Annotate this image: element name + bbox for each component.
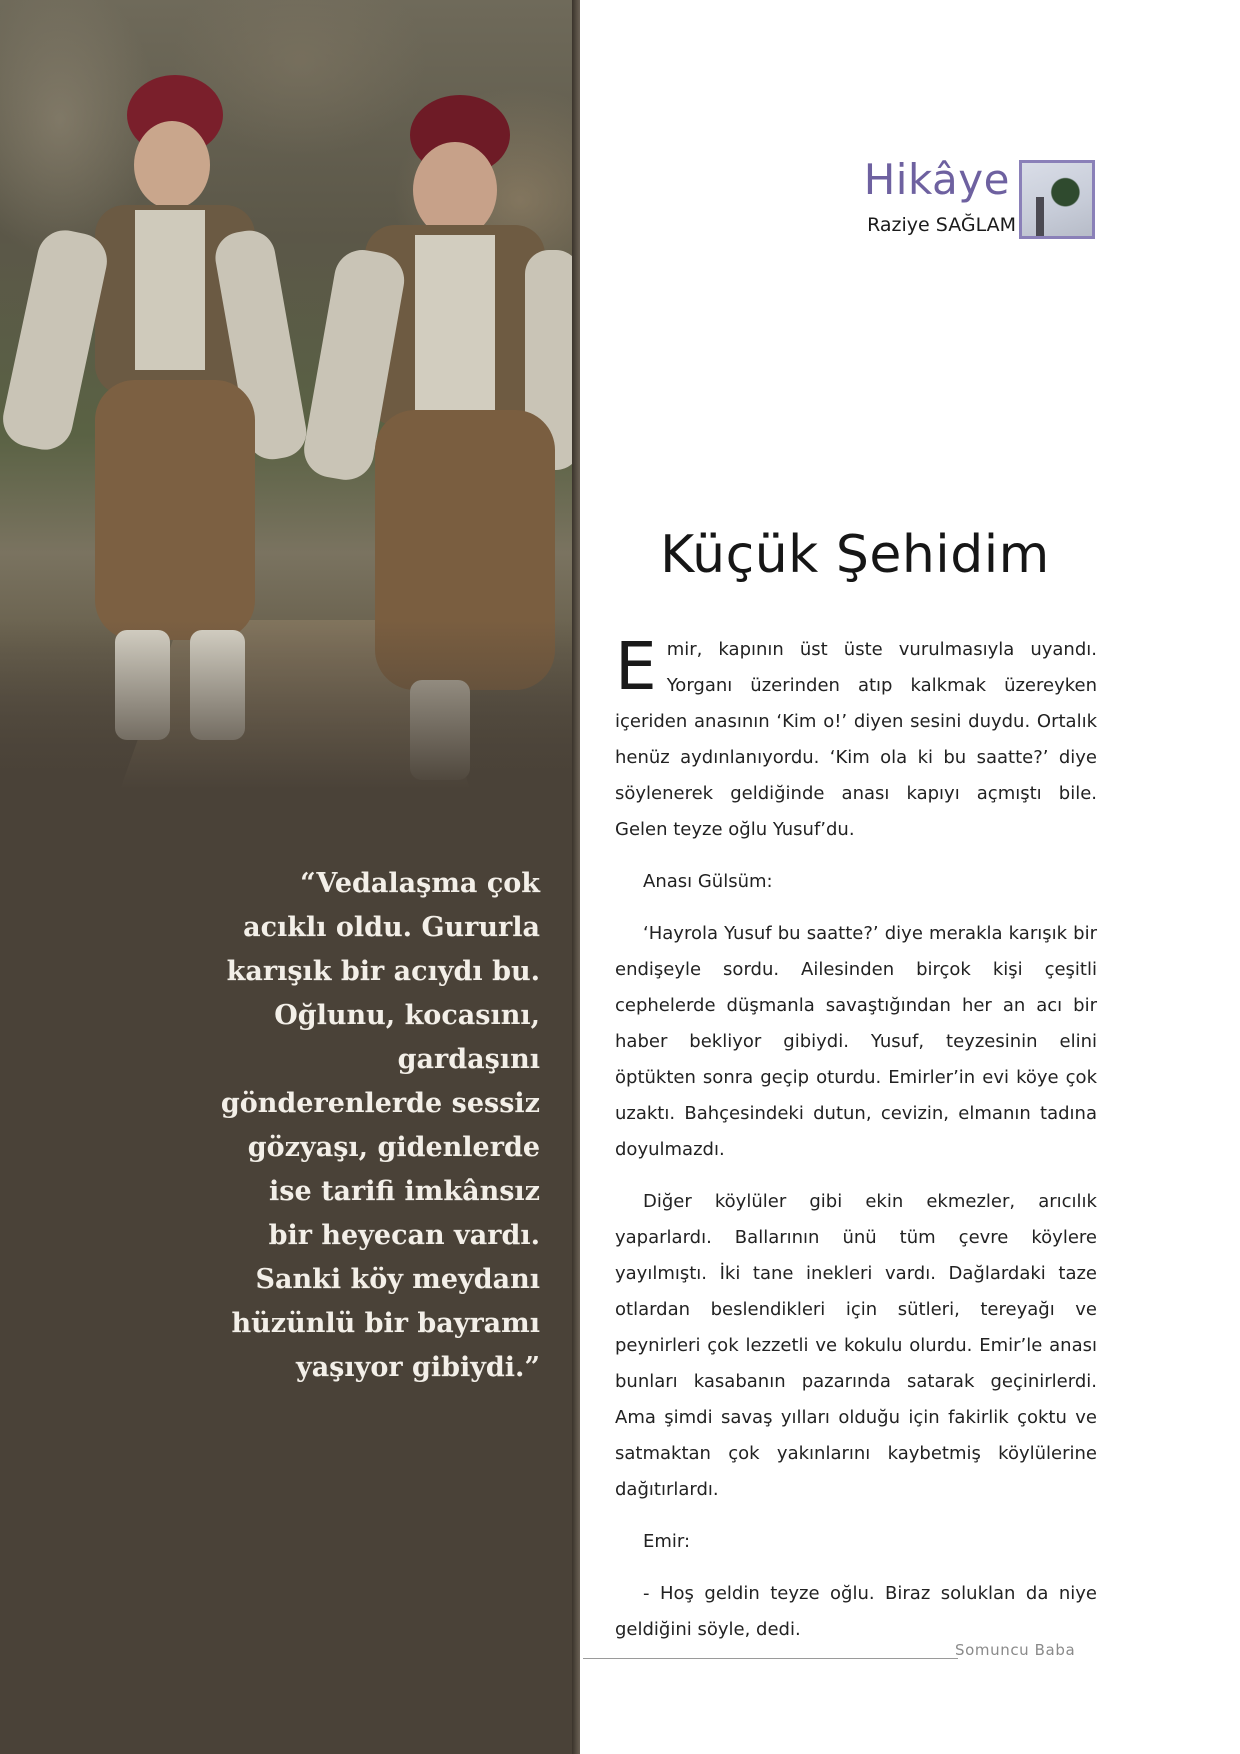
paragraph: ‘Hayrola Yusuf bu saatte?’ diye merakla karışık bir endişeyle sordu. Ailesinden birçok kişi çeşitli cephelerde düşmanla savaştığından her an acı bir haber bekliyor gibiydi. Yusuf, teyzesinin elini öptükten sonra geçip oturdu. Emirler’in evi köye çok uzaktı. Bahçesindeki dutun, cevizin, elmanın tadına doyulmazdı.: [615, 923, 1097, 1160]
section-thumbnail: [1019, 160, 1095, 239]
section-title: Hikâye: [863, 155, 1010, 204]
paragraph: Anası Gülsüm:: [643, 871, 773, 892]
story-photo: [0, 0, 580, 790]
paragraph: Diğer köylüler gibi ekin ekmezler, arıcılık yaparlardı. Ballarının ünü tüm çevre köylere yayılmıştı. İki tane inekleri vardı. Dağlardaki taze otlardan beslendikleri için sütleri, tereyağı ve peynirleri çok lezzetli ve kokulu olurdu. Emir’le anası bunları kasabanın pazarında satarak geçinirlerdi. Ama şimdi savaş yılları olduğu için fakirlik çoktu ve satmaktan çok yakınlarını kaybetmiş köylülerine dağıtırlardı.: [615, 1191, 1097, 1500]
article-title: Küçük Şehidim: [660, 525, 1050, 585]
author-name: Raziye SAĞLAM: [867, 214, 1016, 236]
paragraph: Emir:: [643, 1531, 691, 1552]
paragraph-text: mir, kapının üst üste vurulmasıyla uyandı. Yorganı üzerinden atıp kalkmak üzereyken içeriden anasının ‘Kim o!’ diyen sesini duydu. Ortalık henüz aydınlanıyordu. ‘Kim ola ki bu saatte?’ diye söylenerek geldiğinde anası kapıyı açmıştı bile. Gelen teyze oğlu Yusuf’du.: [615, 639, 1097, 840]
drop-cap: E: [615, 628, 657, 705]
magazine-name: Somuncu Baba: [955, 1641, 1076, 1659]
column-divider: [572, 0, 580, 1754]
pull-quote: “Vedalaşma çok acıklı oldu. Gururla karışık bir acıydı bu. Oğlunu, kocasını, gardaşını gönderenlerde sessiz gözyaşı, gidenlerde ise tarifi imkânsız bir heyecan vardı. Sanki köy meydanı hüzünlü bir bayramı yaşıyor gibiydi.”: [220, 868, 540, 1383]
left-panel: [0, 0, 580, 1754]
footer-rule: [583, 1658, 958, 1659]
article-body: [615, 628, 1097, 1664]
paragraph: [615, 628, 1097, 848]
paragraph: - Hoş geldin teyze oğlu. Biraz soluklan da niye geldiğini söyle, dedi.: [615, 1583, 1097, 1640]
